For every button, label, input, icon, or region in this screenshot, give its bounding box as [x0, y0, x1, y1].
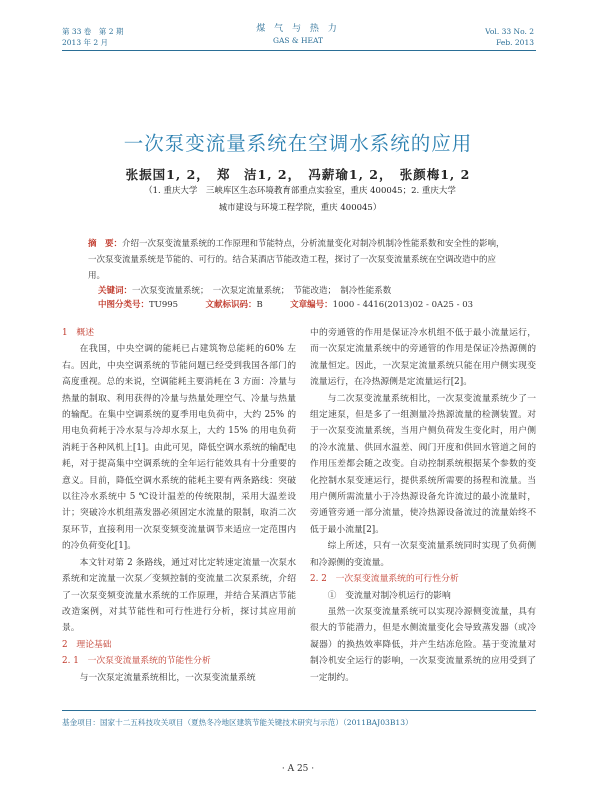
- keywords-label: 关键词：: [98, 286, 133, 296]
- left-column: [62, 325, 296, 686]
- paragraph: 与一次泵定流量系统相比，一次泵变流量系统: [79, 672, 256, 683]
- header-rule: [62, 50, 536, 51]
- paper-authors: 张振国1, 2， 郑 洁1, 2， 冯薪瑜1, 2， 张颜梅1, 2: [125, 167, 471, 182]
- publication-date: 2013 年 2 月: [62, 38, 109, 47]
- funding-note: 基金项目：国家十二五科技攻关项目（夏热冬冷地区建筑节能关键技术研究与示范）（2011BAJ03B13）: [62, 718, 413, 727]
- abstract-text: 介绍一次泵变流量系统的工作原理和节能特点，分析流量变化对制冷机制冷性能系数和安全性的影响，一次泵变流量系统是节能的、可行的。结合某酒店节能改造工程，探讨了一次泵变流量系统在空调改造中的应用。: [88, 239, 505, 281]
- volume-issue-en: Vol. 33 No. 2: [485, 27, 534, 36]
- doc-code-value: B: [256, 300, 263, 310]
- section-2-2-heading: 2. 2 一次泵变流量系统的可行性分析: [310, 574, 459, 585]
- author-affiliation: [110, 183, 490, 217]
- publication-date-en: Feb. 2013: [496, 38, 534, 47]
- section-1-heading: 1 概述: [62, 328, 94, 338]
- subsection-heading: ① 变流量对制冷机运行的影响: [327, 590, 451, 601]
- paragraph: 本文针对第 2 条路线，通过对比定转速定流量一次泵水系统和定流量一次泵／变频控制的变流量二次泵系统，介绍了一次泵变频变流量水系统的工作原理，并结合某酒店节能改造案例，对其节能性和可行性进行分析，探讨其应用前景。: [62, 557, 296, 634]
- clc-value: TU995: [149, 300, 179, 310]
- article-id-label: 文章编号：: [290, 300, 333, 310]
- affiliation-line-1: （1. 重庆大学 三峡库区生态环境教育部重点实验室，重庆 400045；2. 重庆大学: [144, 186, 456, 196]
- affiliation-line-2: 城市建设与环境工程学院，重庆 400045）: [218, 203, 382, 213]
- page-number: · A 25 ·: [281, 764, 315, 774]
- abstract-label: 摘 要：: [88, 239, 123, 249]
- volume-issue: 第 33 卷 第 2 期: [62, 27, 124, 36]
- classification-line: [98, 298, 528, 312]
- article-id-value: 1000 - 4416(2013)02 - 0A25 - 03: [332, 300, 474, 310]
- paragraph: 中的旁通管的作用是保证冷水机组不低于最小流量运行，而一次泵定流量系统中的旁通管的作用是保证冷热源侧的流量恒定。因此，一次泵定流量系统只能在用户侧实现变流量运行，在冷热源侧是定流量运行[2]。: [310, 328, 536, 388]
- paper-title: 一次泵变流量系统在空调水系统的应用: [123, 132, 473, 155]
- doc-code-label: 文献标识码：: [205, 300, 257, 310]
- paragraph: 与二次泵变流量系统相比，一次泵变流量系统少了一组定速泵，但是多了一组测量冷热源流量的检测装置。对于一次泵变流量系统，当用户侧负荷发生变化时，用户侧的冷水流量、供回水温差、阀门开度和供回水管道之间的作用压差都会随之改变。自动控制系统根据某个参数的变化控制水泵变速运行，提供系统所需要的扬程和流量。当用户侧所需流量小于冷热源设备允许流过的最小流量时，旁通管旁通一部分流量，使冷热源设备流过的流量始终不低于最小流量[2]。: [310, 393, 536, 535]
- paragraph: 虽然一次泵变流量系统可以实现冷源侧变流量，具有很大的节能潜力，但是水侧流量变化会导致蒸发器（或冷凝器）的换热效率降低，并产生结冻危险。基于变流量对制冷机安全运行的影响，一次泵变流量系统的应用受到了一定制约。: [310, 606, 536, 683]
- keywords: [98, 284, 518, 298]
- paragraph: 在我国，中央空调的能耗已占建筑物总能耗的60% 左右。因此，中央空调系统的节能问题已经受到我国各部门的高度重视。总的来说，空调能耗主要消耗在 3 方面：冷量与热量的制取、利用获得的冷量与热量处理空气、冷量与热量的输配。在集中空调系统的夏季用电负荷中，大约 25% 的用电负荷耗于冷水泵与冷却水泵上，大约 15% 的用电负荷消耗于各种风机上[1]。由此可见，降低空调水系统的输配电耗，对于提高集中空调系统的全年运行能效具有十分重要的意义。目前，降低空调水系统的能耗主要有两条路线：突破以往冷水系统中 5 ℃设计温差的传统限制，采用大温差设计；突破冷水机组蒸发器必须固定水流量的限制，取消二次泵环节，直接利用一次泵变频变流量调节来适应一定范围内的冷负荷变化[1]。: [62, 344, 296, 552]
- paragraph: 综上所述，只有一次泵变流量系统同时实现了负荷侧和冷源侧的变流量。: [310, 541, 536, 568]
- clc-label: 中图分类号：: [98, 300, 150, 310]
- section-2-1-heading: 2. 1 一次泵变流量系统的节能性分析: [62, 656, 211, 667]
- footnote-rule: [62, 710, 536, 711]
- journal-name-en: GAS & HEAT: [272, 36, 323, 45]
- journal-name-cn: 煤 气 与 热 力: [256, 24, 340, 34]
- section-2-heading: 2 理论基础: [62, 639, 112, 650]
- abstract: [88, 236, 512, 284]
- keywords-text: 一次泵变流量系统； 一次泵定流量系统； 节能改造； 制冷性能系数: [132, 286, 392, 296]
- journal-volume-issue-en: [420, 26, 534, 48]
- right-column: [310, 325, 536, 686]
